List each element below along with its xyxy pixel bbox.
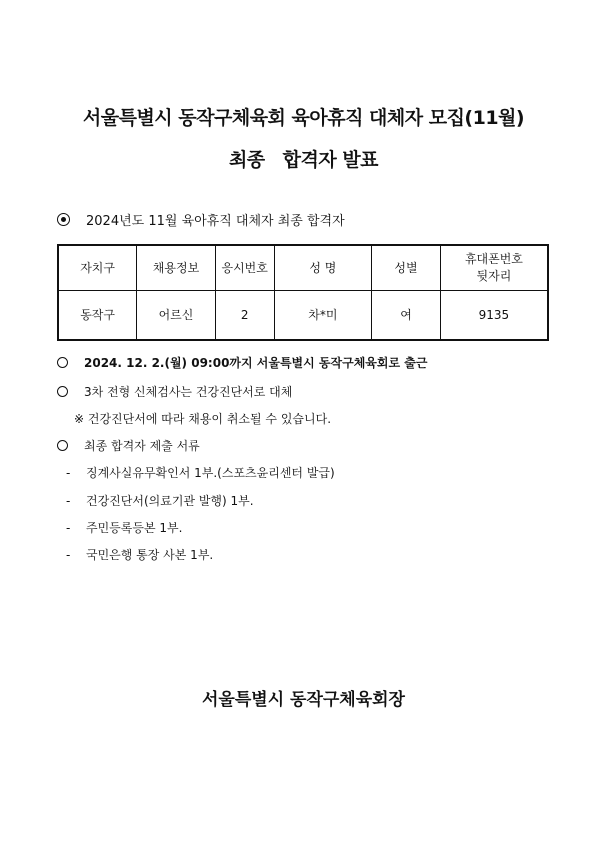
document-subtitle (0, 145, 607, 172)
header-phone-last-digits (440, 245, 548, 290)
cell-name: 차*미 (274, 290, 372, 340)
circle-bullet-icon (57, 440, 68, 451)
note-health-warning-text: ※ 건강진단서에 따라 채용이 취소될 수 있습니다. (74, 412, 332, 426)
list-item (57, 519, 182, 536)
document-title: 서울특별시 동작구체육회 육아휴직 대체자 모집(11월) (82, 107, 525, 129)
issuer-signature: 서울특별시 동작구체육회장 (202, 690, 405, 710)
radio-filled-icon (57, 213, 70, 226)
note-health-warning (74, 410, 331, 427)
header-district: 자치구 (58, 245, 137, 290)
note-start-date (57, 354, 427, 371)
dash-bullet: - (66, 520, 71, 535)
dash-bullet: - (66, 547, 71, 562)
subtitle-part-2: 합격자 발표 (282, 149, 379, 171)
table-row (58, 290, 548, 340)
list-item (57, 464, 335, 481)
document-item-text: 국민은행 통장 사본 1부. (86, 548, 214, 562)
note-health-check (57, 383, 292, 400)
circle-bullet-icon (57, 386, 68, 397)
header-recruit-info: 채용정보 (137, 245, 216, 290)
note-health-check-text: 3차 전형 신체검사는 건강진단서로 대체 (84, 385, 293, 399)
section-heading-text: 2024년도 11월 육아휴직 대체자 최종 합격자 (86, 214, 345, 229)
header-name: 성 명 (274, 245, 372, 290)
cell-applicant-number: 2 (215, 290, 274, 340)
header-phone-line1: 휴대폰번호 (464, 251, 523, 266)
document-item-text: 주민등록등본 1부. (86, 521, 183, 535)
cell-district: 동작구 (58, 290, 137, 340)
results-table (57, 244, 549, 341)
cell-recruit-info: 어르신 (137, 290, 216, 340)
dash-bullet: - (66, 465, 71, 480)
list-item (57, 546, 213, 563)
note-start-date-text: 2024. 12. 2.(월) 09:00까지 서울특별시 동작구체육회로 출근 (84, 356, 428, 370)
document-item-text: 건강진단서(의료기관 발행) 1부. (86, 494, 254, 508)
dash-bullet: - (66, 493, 71, 508)
list-item (57, 492, 254, 509)
header-gender: 성별 (372, 245, 441, 290)
header-applicant-number: 응시번호 (215, 245, 274, 290)
document-item-text: 징계사실유무확인서 1부.(스포츠윤리센터 발급) (86, 466, 335, 480)
cell-phone-last-digits: 9135 (440, 290, 548, 340)
circle-bullet-icon (57, 357, 68, 368)
cell-gender: 여 (372, 290, 441, 340)
subtitle-part-1: 최종 (228, 149, 265, 171)
table-header-row (58, 245, 548, 290)
note-documents-text: 최종 합격자 제출 서류 (84, 439, 200, 453)
section-heading (57, 210, 345, 229)
note-documents (57, 437, 200, 454)
header-phone-line2: 뒷자리 (476, 268, 512, 283)
